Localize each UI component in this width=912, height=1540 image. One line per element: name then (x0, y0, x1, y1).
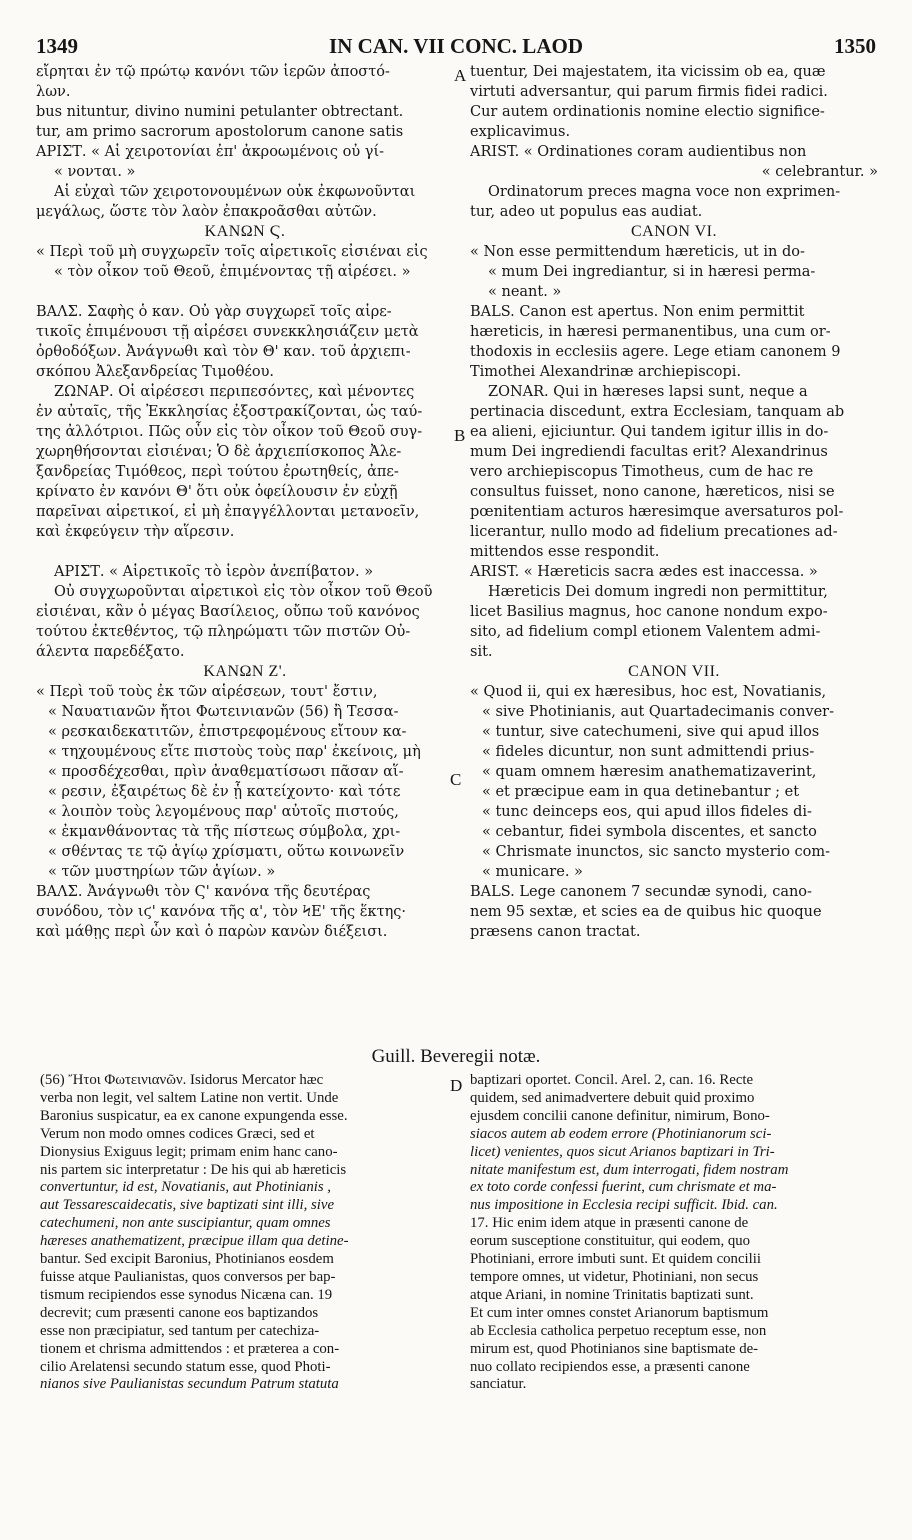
text-line: præsens canon tractat. (470, 924, 641, 940)
text-line: « neant. » (488, 284, 562, 300)
text-line: tur, am primo sacrorum apostolorum canone satis (36, 124, 404, 140)
note-line: baptizari oportet. Concil. Arel. 2, can. 16. Recte (470, 1072, 754, 1088)
text-line: licerantur, nullo modo ad fidelium precationes ad- (470, 524, 838, 540)
text-line: « quam omnem hæresim anathematizaverint, (482, 764, 817, 780)
text-line: εἰσιέναι, κἂν ὁ μέγας Βασίλειος, οὔπω τοῦ κανόνος (36, 604, 420, 620)
text-line: « cebantur, fidei symbola discentes, et sancto (482, 824, 817, 840)
text-line: virtuti adversantur, qui parum firmis fidei radici. (470, 84, 828, 100)
note-line: tempore omnes, ut videtur, Photiniani, non secus (470, 1268, 759, 1285)
text-line: τούτου ἐκτεθέντος, τῷ πληρώματι τῶν πιστῶν Οὐ- (36, 624, 411, 640)
note-line: atque Ariani, in nomine Trinitatis baptizati sunt. (470, 1286, 754, 1303)
text-line: Οὐ συγχωροῦνται αἱρετικοὶ εἰς τὸν οἶκον τοῦ Θεοῦ (54, 584, 433, 600)
text-line: BALS. Lege canonem 7 secundæ synodi, cano- (470, 884, 812, 900)
text-line: « τηχουμένους εἴτε πιστοὺς τοὺς παρ' ἐκείνοις, μὴ (48, 744, 421, 760)
text-line: ZONAR. Qui in hæreses lapsi sunt, neque a (488, 384, 808, 400)
note-line: nuo collato recipiendos esse, a præsenti canone (470, 1358, 750, 1375)
text-line: ΒΑΛΣ. Ἀνάγνωθι τὸν Ϛ' κανόνα τῆς δευτέρας (36, 884, 371, 900)
text-line: συνόδου, τὸν ιϛ' κανόνα τῆς α', τὸν ϞΕ' τῆς ἕκτης· (36, 904, 407, 920)
text-line: « Quod ii, qui ex hæresibus, hoc est, Novatianis, (470, 684, 827, 700)
note-line: licet) venientes, quos sicut Arianos baptizari in Tri- (470, 1143, 775, 1160)
text-line: λων. (36, 84, 71, 100)
text-line: licet Basilius magnus, hoc canone nondum expo- (470, 604, 828, 620)
text-line: sit. (470, 644, 493, 660)
text-line: « tunc deinceps eos, qui apud illos fideles di- (482, 804, 812, 820)
text-line: σκόπου Ἀλεξανδρείας Τιμοθέου. (36, 364, 275, 380)
text-line: consultus fuisset, nono canone, hæreticos, nisi se (470, 484, 835, 500)
margin-letter-d: D (450, 1076, 463, 1095)
text-line: « tuntur, sive catechumeni, sive qui apud illos (482, 724, 820, 740)
text-line: Αἱ εὐχαὶ τῶν χειροτονουμένων οὐκ ἐκφωνοῦνται (54, 184, 416, 200)
text-line: thodoxis in ecclesiis agere. Lege etiam canonem 9 (470, 344, 841, 360)
note-line: Baronius suspicatur, ea ex canone expungenda esse. (40, 1107, 348, 1124)
note-line: bantur. Sed excipit Baronius, Photinianos eosdem (40, 1251, 334, 1268)
note-line: ejusdem concilii canone definitur, nimirum, Bono- (470, 1107, 770, 1124)
text-line: καὶ ἐκφεύγειν τὴν αἵρεσιν. (36, 524, 235, 540)
text-line: εἴρηται ἐν τῷ πρώτῳ κανόνι τῶν ἱερῶν ἀποστό- (36, 64, 390, 80)
text-line: Hæreticis Dei domum ingredi non permittitur, (488, 584, 828, 600)
text-line: explicavimus. (470, 124, 571, 140)
text-line: « ἐκμανθάνοντας τὰ τῆς πίστεως σύμβολα, χρι- (48, 824, 401, 840)
notes-left-column (40, 1072, 448, 1394)
note-line: 17. Hic enim idem atque in præsenti canone de (470, 1215, 749, 1232)
note-line: cilio Arelatensi secundo statum esse, quod Photi- (40, 1358, 331, 1375)
text-line: « λοιπὸν τοὺς λεγομένους παρ' αὐτοῖς πιστούς, (48, 804, 399, 820)
text-line: της ἀλλότριοι. Πῶς οὖν εἰς τὸν οἶκον τοῦ Θεοῦ συγ- (36, 424, 423, 440)
notes-right-column (470, 1072, 875, 1394)
text-line: ξανδρείας Τιμόθεος, περὶ τούτου ἐρωτηθείς, ἀπε- (36, 464, 399, 480)
text-line: mum Dei ingrediendi facultas erit? Alexandrinus (470, 444, 828, 460)
text-line: « sive Photinianis, aut Quartadecimanis conver- (482, 704, 835, 720)
note-line: mirum est, quod Photinianos sine baptismate de- (470, 1340, 759, 1357)
note-line: ab Ecclesia catholica perpetuo receptum esse, non (470, 1322, 767, 1339)
note-line: nis partem sic interpretatur : De his qui ab hæreticis (40, 1161, 347, 1178)
text-line: « τῶν μυστηρίων τῶν ἁγίων. » (48, 864, 276, 880)
text-line: « Chrismate inunctos, sic sancto mysterio com- (482, 844, 831, 860)
note-line: Verum non modo omnes codices Græci, sed et (40, 1125, 315, 1142)
text-line: καὶ μάθῃς περὶ ὧν καὶ ὁ παρὼν κανὼν διέξεισι. (36, 924, 388, 940)
text-line: Ordinatorum preces magna voce non exprimen- (488, 184, 841, 200)
text-line: « mum Dei ingrediantur, si in hæresi perma- (488, 264, 816, 280)
running-header (36, 34, 876, 60)
text-line: « σθέντας τε τῷ ἁγίῳ χρίσματι, οὕτω κοινωνεῖν (48, 844, 405, 860)
note-line: aut Tessarescaidecatis, sive baptizati sint illi, sive (40, 1197, 335, 1214)
note-line: decrevit; cum præsenti canone eos baptizandos (40, 1304, 319, 1321)
note-line: quidem, sed animadvertere debuit quid proximo (470, 1089, 755, 1106)
text-line: « προσδέχεσθαι, πρὶν ἀναθεματίσωσι πᾶσαν αἵ- (48, 764, 404, 780)
note-line: Dionysius Exiguus legit; primam enim hanc cano- (40, 1143, 338, 1160)
text-line: BALS. Canon est apertus. Non enim permittit (470, 304, 805, 320)
text-line: « Non esse permittendum hæreticis, ut in do- (470, 244, 805, 260)
text-line: « νονται. » (54, 164, 136, 180)
text-line: tuentur, Dei majestatem, ita vicissim ob ea, quæ (470, 64, 826, 80)
text-line: ARIST. « Hæreticis sacra ædes est inaccessa. » (470, 564, 818, 580)
text-line: ΖΩΝΑΡ. Οἱ αἱρέσεσι περιπεσόντες, καὶ μένοντες (54, 384, 415, 400)
text-line: Cur autem ordinationis nomine electio significe- (470, 104, 825, 120)
text-line: « τὸν οἶκον τοῦ Θεοῦ, ἐπιμένοντας τῇ αἱρέσει. » (54, 264, 411, 280)
canon-heading: CANON VII. (628, 663, 720, 680)
note-line: nitate manifestum est, dum interrogati, fidem nostram (470, 1161, 789, 1178)
notes-heading: Guill. Beveregii notæ. (371, 1046, 541, 1067)
note-line: nianos sive Paulianistas secundum Patrum statuta (40, 1376, 339, 1393)
text-line: pertinacia discedunt, extra Ecclesiam, tanquam ab (470, 404, 845, 420)
note-line: hæreses anathematizent, præcipue illam qua detine- (40, 1233, 349, 1250)
running-title: IN CAN. VII CONC. LAOD (329, 34, 583, 58)
canon-heading: CANON VI. (631, 223, 717, 240)
text-line: « municare. » (482, 864, 583, 880)
note-line: sanciatur. (470, 1376, 527, 1393)
left-page-number: 1349 (36, 34, 78, 58)
note-line: fuisse atque Paulianistas, quos conversos per bap- (40, 1268, 336, 1285)
text-line: ΑΡΙΣΤ. « Αἱ χειροτονίαι ἐπ' ἀκροωμένοις οὐ γί- (36, 144, 385, 160)
note-line: catechumeni, non ante suscipiantur, quam omnes (40, 1215, 331, 1232)
text-line: pœnitentiam acturos hæresimque aversaturos pol- (470, 504, 844, 520)
note-line: siacos autem ab eodem errore (Photinianorum sci- (470, 1125, 772, 1142)
text-line: ἐν αὐταῖς, τῆς Ἐκκλησίας ἐξοστρακίζονται, ὡς ταύ- (36, 404, 423, 420)
note-line: esse non præcipiatur, sed tantum per catechiza- (40, 1322, 320, 1339)
canon-heading: ΚΑΝΩΝ Ϛ. (204, 223, 286, 240)
text-line: bus nituntur, divino numini petulanter obtrectant. (36, 104, 404, 120)
text-line: sito, ad fidelium compl etionem Valentem admi- (470, 624, 821, 640)
margin-letter-c: C (450, 770, 462, 789)
text-line: « ρεσιν, ἐξαιρέτως δὲ ἐν ᾗ κατείχοντο· καὶ τότε (48, 784, 401, 800)
text-line: « fideles dicuntur, non sunt admittendi prius- (482, 744, 815, 760)
note-line: ex toto corde confessi fuerint, cum chrismate et ma- (470, 1179, 777, 1196)
text-line: « Ναυατιανῶν ἤτοι Φωτεινιανῶν (56) ἢ Τεσσα- (48, 704, 399, 720)
text-line: vero archiepiscopus Timotheus, cum de hac re (470, 464, 814, 480)
canon-heading: ΚΑΝΩΝ Ζ'. (203, 663, 287, 680)
note-line: verba non legit, vel saltem Latine non vertit. Unde (40, 1089, 339, 1106)
note-line: (56) Ἤτοι Φωτεινιανῶν. Isidorus Mercator hæc (40, 1072, 324, 1088)
text-line: « et præcipue eam in qua detinebantur ; et (482, 784, 800, 800)
note-line: convertuntur, id est, Novatianis, aut Photinianis , (40, 1179, 331, 1196)
text-line: χωρηθήσονται εἰσιέναι; Ὁ δὲ ἀρχιεπίσκοπος Ἀλε- (36, 444, 402, 460)
note-line: Photiniani, errore imbuti sunt. Et quidem concilii (470, 1251, 761, 1268)
greek-column (36, 62, 454, 942)
note-line: nus impositione in Ecclesia recipi sufficit. Ibid. can. (470, 1197, 778, 1214)
text-line: « Περὶ τοῦ τοὺς ἐκ τῶν αἱρέσεων, τουτ' ἔστιν, (36, 684, 378, 700)
note-line: eorum susceptione constituitur, qui eodem, quo (470, 1233, 751, 1250)
text-line: « Περὶ τοῦ μὴ συγχωρεῖν τοῖς αἱρετικοῖς εἰσιέναι εἰς (36, 244, 428, 260)
margin-letter-b: B (454, 426, 466, 445)
right-page-number: 1350 (834, 34, 876, 58)
text-line: Timothei Alexandrinæ archiepiscopi. (470, 364, 742, 380)
text-line: ΑΡΙΣΤ. « Αἱρετικοῖς τὸ ἱερὸν ἀνεπίβατον. » (54, 564, 374, 580)
text-line: « celebrantur. » (761, 164, 878, 180)
text-line: τικοῖς ἐπιμένουσι τῇ αἱρέσει συνεκκλησιάζειν μετὰ (36, 324, 419, 340)
margin-letter-a: A (454, 66, 467, 85)
note-line: tismum recipiendos esse synodus Nicæna can. 19 (40, 1286, 333, 1303)
text-line: ARIST. « Ordinationes coram audientibus non (470, 144, 807, 160)
text-line: ΒΑΛΣ. Σαφὴς ὁ καν. Οὐ γὰρ συγχωρεῖ τοῖς αἱρε- (36, 304, 392, 320)
text-line: ea alieni, ejiciuntur. Qui tandem igitur illis in do- (470, 424, 829, 440)
text-line: mittendos esse respondit. (470, 544, 660, 560)
text-line: κρίνατο ἐν κανόνι Θ' ὅτι οὐκ ὀφείλουσιν ἐν εὐχῇ (36, 484, 398, 500)
note-line: tionem et chrisma admittendos : et præterea a con- (40, 1340, 340, 1357)
note-line: Et cum inter omnes constet Arianorum baptismum (470, 1304, 769, 1321)
text-line: « ρεσκαιδεκατιτῶν, ἐπιστρεφομένους εἴτουν κα- (48, 724, 407, 740)
text-line: ὀρθοδόξων. Ἀνάγνωθι καὶ τὸν Θ' καν. τοῦ ἀρχιεπι- (36, 344, 411, 360)
text-line: tur, adeo ut populus eas audiat. (470, 204, 703, 220)
text-line: άλεντα παρεδέξατο. (36, 644, 185, 660)
text-line: hæreticis, in hæresi permanentibus, una cum or- (470, 324, 831, 340)
text-line: nem 95 sextæ, et scies ea de quibus hic quoque (470, 904, 822, 920)
text-line: μεγάλως, ὥστε τὸν λαὸν ἐπακροᾶσθαι αὐτῶν. (36, 204, 377, 220)
latin-column (470, 62, 878, 942)
text-line: παρεῖναι αἱρετικοί, εἰ μὴ ἐπαγγέλλονται μετανοεῖν, (36, 504, 420, 520)
